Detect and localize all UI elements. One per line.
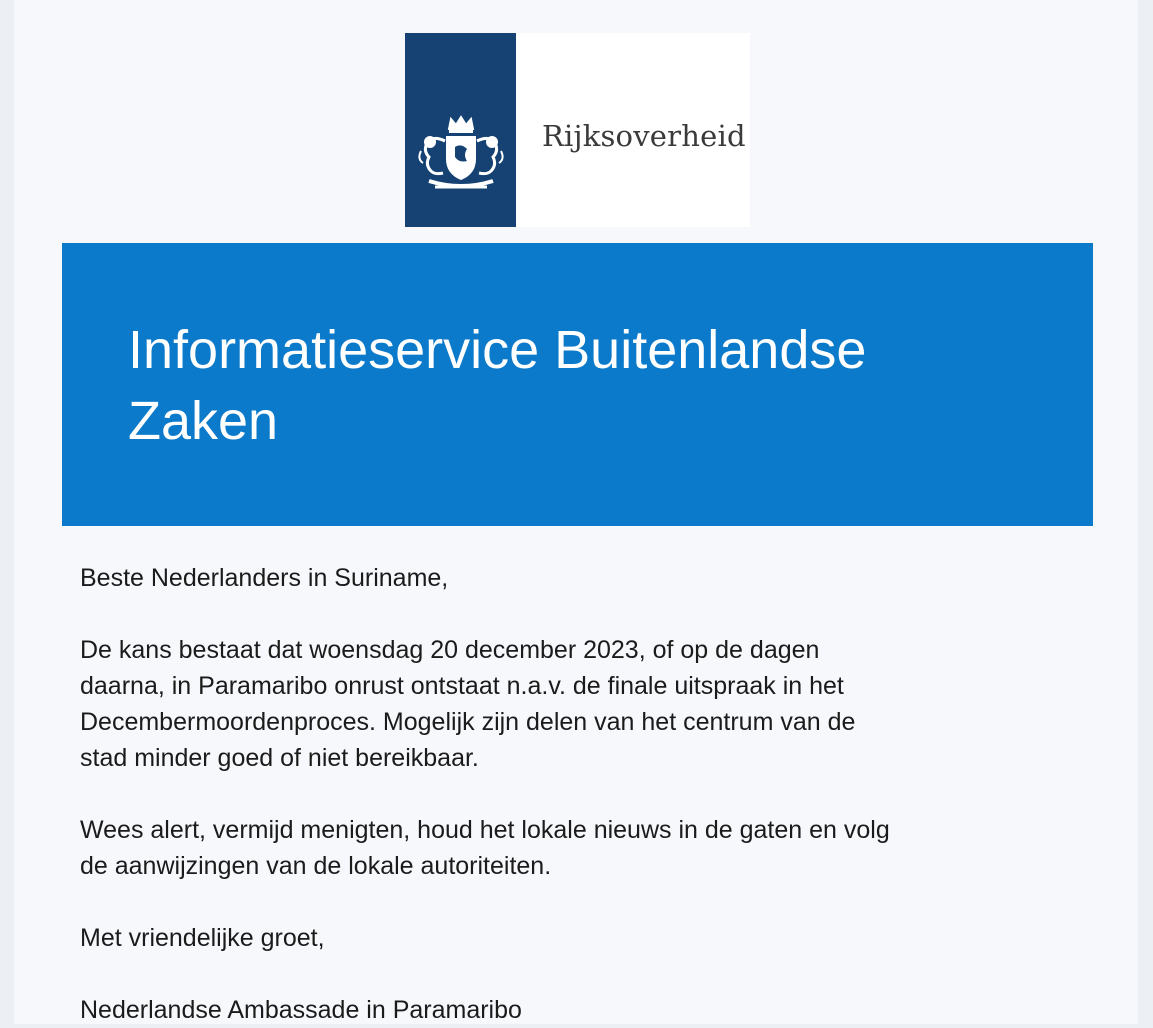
paragraph-1-line-2: daarna, in Paramaribo onrust ontstaat n.a.v. de finale uitspraak in het bbox=[80, 672, 844, 700]
signature: Nederlandse Ambassade in Paramaribo bbox=[80, 996, 522, 1024]
closing: Met vriendelijke groet, bbox=[80, 924, 325, 952]
paragraph-2-line-1: Wees alert, vermijd menigten, houd het lokale nieuws in de gaten en volg bbox=[80, 816, 890, 844]
coat-of-arms-icon bbox=[413, 115, 509, 197]
paragraph-2-line-2: de aanwijzingen van de lokale autoriteiten. bbox=[80, 852, 552, 880]
rijksoverheid-logo bbox=[405, 33, 750, 227]
banner-title-line-1: Informatieservice Buitenlandse bbox=[128, 320, 867, 380]
paragraph-1-line-1: De kans bestaat dat woensdag 20 december 2023, of op de dagen bbox=[80, 636, 820, 664]
paragraph-2 bbox=[80, 812, 1080, 884]
paragraph-1-line-4: stad minder goed of niet bereikbaar. bbox=[80, 744, 479, 772]
paragraph-1-line-3: Decembermoordenproces. Mogelijk zijn delen van het centrum van de bbox=[80, 708, 856, 736]
paragraph-1 bbox=[80, 632, 1080, 776]
message-body bbox=[80, 560, 1080, 1028]
header-banner bbox=[62, 243, 1093, 526]
greeting: Beste Nederlanders in Suriname, bbox=[80, 564, 449, 592]
logo-wordmark: Rijksoverheid bbox=[542, 119, 746, 153]
banner-title bbox=[128, 315, 1028, 457]
banner-title-line-2: Zaken bbox=[128, 391, 279, 451]
logo-emblem-bar bbox=[405, 33, 516, 227]
